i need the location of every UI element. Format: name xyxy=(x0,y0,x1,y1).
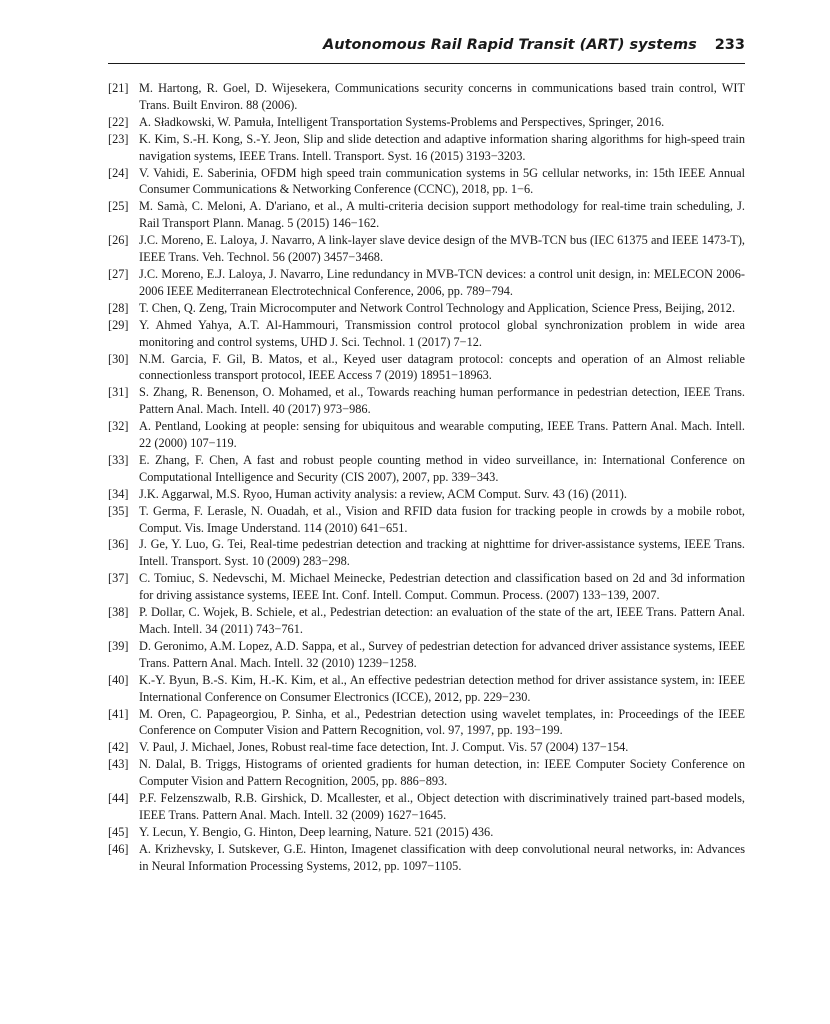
reference-text: M. Oren, C. Papageorgiou, P. Sinha, et al., Pedestrian detection using wavelet templates, in: Proceedings of the IEEE Conference on Computer Vision and Pattern Recognition, vol. 97, 1997, pp. 193−199. xyxy=(139,706,745,738)
reference-number: [38] xyxy=(108,605,129,620)
reference-number: [41] xyxy=(108,706,129,721)
reference-item xyxy=(108,739,745,756)
reference-text: J.K. Aggarwal, M.S. Ryoo, Human activity analysis: a review, ACM Comput. Surv. 43 (16) (2011). xyxy=(139,486,627,501)
reference-text: K. Kim, S.-H. Kong, S.-Y. Jeon, Slip and slide detection and adaptive information sharing algorithms for high-speed train navigation systems, IEEE Trans. Intell. Transport. Syst. 16 (2015) 3193−3203. xyxy=(139,131,745,163)
reference-number: [33] xyxy=(108,452,129,467)
reference-text: A. Pentland, Looking at people: sensing for ubiquitous and wearable computing, IEEE Trans. Pattern Anal. Mach. Intell. 22 (2000) 107−119. xyxy=(139,419,745,451)
reference-number: [40] xyxy=(108,672,129,687)
reference-item xyxy=(108,165,745,199)
reference-item xyxy=(108,486,745,503)
reference-item xyxy=(108,114,745,131)
reference-number: [23] xyxy=(108,131,129,146)
reference-item xyxy=(108,536,745,570)
reference-number: [43] xyxy=(108,757,129,772)
reference-item xyxy=(108,266,745,300)
reference-item xyxy=(108,232,745,266)
reference-number: [21] xyxy=(108,81,129,95)
reference-item xyxy=(108,452,745,486)
reference-text: M. Hartong, R. Goel, D. Wijesekera, Communications security concerns in communications based train control, WIT Trans. Built Environ. 88 (2006). xyxy=(139,81,745,112)
reference-text: J. Ge, Y. Luo, G. Tei, Real-time pedestrian detection and tracking at nighttime for driver-assistance systems, IEEE Trans. Intell. Transport. Syst. 10 (2009) 283−298. xyxy=(139,537,745,569)
reference-item xyxy=(108,790,745,824)
reference-text: Y. Ahmed Yahya, A.T. Al-Hammouri, Transmission control protocol global synchronization problem in wide area monitoring and control systems, UHD J. Sci. Technol. 1 (2017) 7−12. xyxy=(139,317,745,349)
running-header xyxy=(108,37,745,61)
reference-item xyxy=(108,300,745,317)
reference-text: N. Dalal, B. Triggs, Histograms of oriented gradients for human detection, in: IEEE Computer Society Conference on Computer Vision and Pattern Recognition, 2005, pp. 886−893. xyxy=(139,757,745,789)
reference-number: [29] xyxy=(108,317,129,332)
reference-item xyxy=(108,638,745,672)
reference-text: J.C. Moreno, E. Laloya, J. Navarro, A link-layer slave device design of the MVB-TCN bus (IEC 61375 and IEEE 1473-T), IEEE Trans. Veh. Technol. 56 (2007) 3457−3468. xyxy=(139,233,745,265)
reference-number: [31] xyxy=(108,385,129,400)
reference-item xyxy=(108,672,745,706)
page-number: 233 xyxy=(714,37,745,53)
reference-number: [25] xyxy=(108,199,129,214)
reference-item xyxy=(108,198,745,232)
reference-item xyxy=(108,418,745,452)
reference-number: [27] xyxy=(108,266,129,281)
reference-number: [37] xyxy=(108,571,129,586)
reference-number: [35] xyxy=(108,503,129,518)
reference-text: C. Tomiuc, S. Nedevschi, M. Michael Meinecke, Pedestrian detection and classification based on 2d and 3d information for driving assistance systems, IEEE Int. Conf. Intell. Comput. Commun. Process. (2007) 133−139, 2007. xyxy=(139,571,745,603)
reference-text: V. Paul, J. Michael, Jones, Robust real-time face detection, Int. J. Comput. Vis. 57 (2004) 137−154. xyxy=(139,740,629,755)
reference-text: E. Zhang, F. Chen, A fast and robust people counting method in video surveillance, in: International Conference on Computational Intelligence and Security (CIS 2007), 2007, pp. 339−343. xyxy=(139,452,745,484)
reference-number: [28] xyxy=(108,300,129,315)
reference-number: [30] xyxy=(108,351,129,366)
reference-text: S. Zhang, R. Benenson, O. Mohamed, et al., Towards reaching human performance in pedestrian detection, IEEE Trans. Pattern Anal. Mach. Intell. 40 (2017) 973−986. xyxy=(139,385,745,417)
reference-item xyxy=(108,570,745,604)
reference-number: [42] xyxy=(108,740,129,755)
reference-text: M. Samà, C. Meloni, A. D'ariano, et al., A multi-criteria decision support methodology for real-time train scheduling, J. Rail Transport Plann. Manag. 5 (2015) 146−162. xyxy=(139,199,745,231)
reference-number: [34] xyxy=(108,486,129,501)
reference-item xyxy=(108,351,745,385)
reference-text: K.-Y. Byun, B.-S. Kim, H.-K. Kim, et al., An effective pedestrian detection method for driver assistance system, in: IEEE International Conference on Consumer Electronics (ICCE), 2012, pp. 229−230. xyxy=(139,672,745,704)
reference-item xyxy=(108,503,745,537)
reference-number: [24] xyxy=(108,165,129,180)
reference-number: [36] xyxy=(108,537,129,552)
reference-item xyxy=(108,317,745,351)
reference-text: Y. Lecun, Y. Bengio, G. Hinton, Deep learning, Nature. 521 (2015) 436. xyxy=(139,824,494,839)
reference-item xyxy=(108,80,745,114)
reference-text: J.C. Moreno, E.J. Laloya, J. Navarro, Line redundancy in MVB-TCN devices: a control unit design, in: MELECON 2006-2006 IEEE Mediterranean Electrotechnical Conference, 2006, pp. 789−794. xyxy=(139,266,745,298)
reference-item xyxy=(108,706,745,740)
reference-text: A. Sładkowski, W. Pamuła, Intelligent Transportation Systems-Problems and Perspectives, Springer, 2016. xyxy=(139,114,665,129)
reference-number: [44] xyxy=(108,791,129,806)
reference-text: A. Krizhevsky, I. Sutskever, G.E. Hinton, Imagenet classification with deep convolutional neural networks, in: Advances in Neural Information Processing Systems, 2012, pp. 1097−1105. xyxy=(139,841,745,873)
reference-text: P.F. Felzenszwalb, R.B. Girshick, D. Mcallester, et al., Object detection with discriminatively trained part-based models, IEEE Trans. Pattern Anal. Mach. Intell. 32 (2009) 1627−1645. xyxy=(139,791,745,822)
reference-item xyxy=(108,604,745,638)
reference-number: [46] xyxy=(108,841,129,856)
reference-item xyxy=(108,841,745,875)
reference-number: [32] xyxy=(108,419,129,434)
reference-item xyxy=(108,824,745,841)
reference-text: D. Geronimo, A.M. Lopez, A.D. Sappa, et al., Survey of pedestrian detection for advanced driver assistance systems, IEEE Trans. Pattern Anal. Mach. Intell. 32 (2010) 1239−1258. xyxy=(139,638,745,670)
reference-list xyxy=(108,80,745,875)
reference-text: V. Vahidi, E. Saberinia, OFDM high speed train communication systems in 5G cellular networks, in: 15th IEEE Annual Consumer Communications & Networking Conference (CCNC), 2018, pp. 1−6. xyxy=(139,165,745,197)
reference-item xyxy=(108,756,745,790)
running-title: Autonomous Rail Rapid Transit (ART) systems xyxy=(322,37,697,53)
reference-text: T. Germa, F. Lerasle, N. Ouadah, et al., Vision and RFID data fusion for tracking people in crowds by a mobile robot, Comput. Vis. Image Understand. 114 (2010) 641−651. xyxy=(139,503,745,535)
reference-number: [45] xyxy=(108,824,129,839)
reference-number: [22] xyxy=(108,114,129,129)
reference-text: P. Dollar, C. Wojek, B. Schiele, et al., Pedestrian detection: an evaluation of the state of the art, IEEE Trans. Pattern Anal. Mach. Intell. 34 (2011) 743−761. xyxy=(139,605,745,636)
reference-number: [39] xyxy=(108,638,129,653)
reference-text: N.M. Garcia, F. Gil, B. Matos, et al., Keyed user datagram protocol: concepts and operation of an Almost reliable connectionless transport protocol, IEEE Access 7 (2019) 18951−18963. xyxy=(139,351,745,383)
reference-item xyxy=(108,384,745,418)
reference-number: [26] xyxy=(108,233,129,248)
reference-text: T. Chen, Q. Zeng, Train Microcomputer and Network Control Technology and Application, Science Press, Beijing, 2012. xyxy=(139,300,736,315)
reference-item xyxy=(108,131,745,165)
header-rule xyxy=(108,63,745,64)
